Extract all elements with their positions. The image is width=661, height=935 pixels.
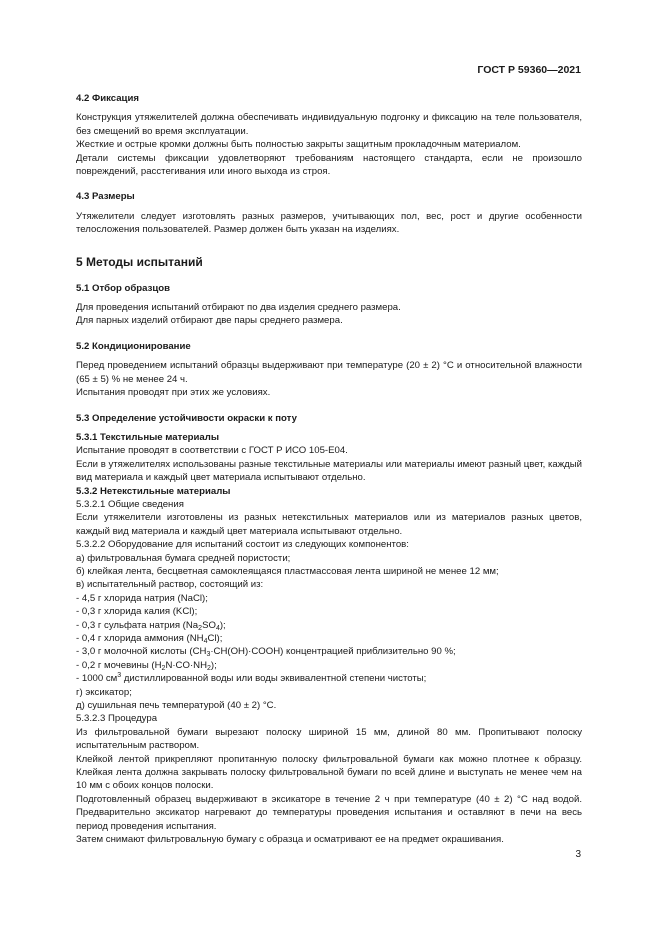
section-5-2-title: 5.2 Кондиционирование: [76, 340, 191, 352]
subsection-5-3-2-1-title: 5.3.2.1 Общие сведения: [76, 498, 184, 510]
paragraph: Подготовленный образец выдерживают в эксикаторе в течение 2 ч при температуре (40 ± 2) °С над водой. Предварительно эксикатор нагревают до температуры проведения испытания и оставляют в печи на весь период проведения испытания.: [76, 793, 582, 832]
paragraph: Из фильтровальной бумаги вырезают полоску шириной 15 мм, длиной 80 мм. Пропитывают полоску испытательным раствором.: [76, 726, 582, 752]
list-item: - 0,2 г мочевины $(H_2N\cdot CO\cdot NH_2)$;: [76, 659, 217, 672]
section-5-title: 5 Методы испытаний: [76, 254, 203, 269]
paragraph: Для проведения испытаний отбирают по два изделия среднего размера.: [76, 302, 401, 314]
section-4-3-title: 4.3 Размеры: [76, 191, 135, 203]
paragraph: Затем снимают фильтровальную бумагу с образца и осматривают ее на предмет окрашивания.: [76, 834, 504, 846]
page-number: 3: [575, 849, 581, 860]
list-item: - 3,0 г молочной кислоты $(CH_3\cdot CH(OH)\cdot COOH)$ концентрацией приблизительно 90 %;: [76, 646, 456, 659]
subsection-5-3-2-2-title: 5.3.2.2 Оборудование для испытаний состоит из следующих компонентов:: [76, 539, 409, 551]
page-content: [76, 92, 582, 847]
paragraph: Конструкция утяжелителей должна обеспечивать индивидуальную подгонку и фиксацию на теле пользователя, без смещений во время эксплуатации.: [76, 112, 582, 137]
paragraph: Жесткие и острые кромки должны быть полностью закрыты защитным прокладочным материалом.: [76, 139, 521, 151]
paragraph: Испытание проводят в соответствии с ГОСТ Р ИСО 105-Е04.: [76, 445, 348, 457]
section-5-3-2-title: 5.3.2 Нетекстильные материалы: [76, 485, 231, 497]
document-code: ГОСТ Р 59360—2021: [477, 64, 581, 76]
list-item: - 4,5 г хлорида натрия (NaCl);: [76, 592, 208, 604]
list-item: в) испытательный раствор, состоящий из:: [76, 579, 264, 591]
paragraph: Если утяжелители изготовлены из разных нетекстильных материалов или из материалов разных цветов, каждый вид материала и каждый цвет материала испытывают отдельно.: [76, 512, 582, 537]
section-5-3-1-title: 5.3.1 Текстильные материалы: [76, 431, 220, 443]
list-item: - 1000 $см^3$ дистиллированной воды или воды эквивалентной степени чистоты;: [76, 672, 427, 685]
section-5-3-title: 5.3 Определение устойчивости окраски к поту: [76, 412, 297, 424]
list-item: а) фильтровальная бумага средней пористости;: [76, 552, 291, 564]
list-item: - 0,4 г хлорида аммония $(NH_4Cl)$;: [76, 633, 223, 645]
paragraph: Перед проведением испытаний образцы выдерживают при температуре (20 ± 2) °С и относительной влажности (65 ± 5) % не менее 24 ч.: [76, 360, 582, 385]
list-item: г) эксикатор;: [76, 686, 132, 698]
paragraph: Клейкой лентой прикрепляют пропитанную полоску фильтровальной бумаги как можно плотнее к образцу. Клейкая лента должна закрывать полоску фильтровальной бумаги по всей длине и выступать не менее чем на 10 мм с обоих концов полоски.: [76, 753, 582, 792]
paragraph: Испытания проводят при этих же условиях.: [76, 387, 271, 399]
list-item: - 0,3 г хлорида калия (KCl);: [76, 606, 198, 618]
list-item: б) клейкая лента, бесцветная самоклеящаяся пластмассовая лента шириной не менее 12 мм;: [76, 565, 499, 577]
paragraph: Для парных изделий отбирают две пары среднего размера.: [76, 315, 343, 327]
section-5-1-title: 5.1 Отбор образцов: [76, 282, 170, 294]
subsection-5-3-2-3-title: 5.3.2.3 Процедура: [76, 713, 158, 725]
paragraph: Утяжелители следует изготовлять разных размеров, учитывающих пол, вес, рост и другие особенности телосложения пользователей. Размер должен быть указан на изделиях.: [76, 210, 582, 236]
paragraph: Детали системы фиксации удовлетворяют требованиям настоящего стандарта, если не произошло повреждений, расстегивания или иного выхода из строя.: [76, 152, 582, 178]
paragraph: Если в утяжелителях использованы разные текстильные материалы или материалы имеют разный цвет, каждый вид материала и каждый цвет материала испытывают отдельно.: [76, 458, 582, 484]
list-item: д) сушильная печь температурой (40 ± 2) °С.: [76, 700, 277, 712]
list-item: - 0,3 г сульфата натрия $(Na_2SO_4)$;: [76, 619, 226, 632]
section-4-2-title: 4.2 Фиксация: [76, 93, 139, 104]
